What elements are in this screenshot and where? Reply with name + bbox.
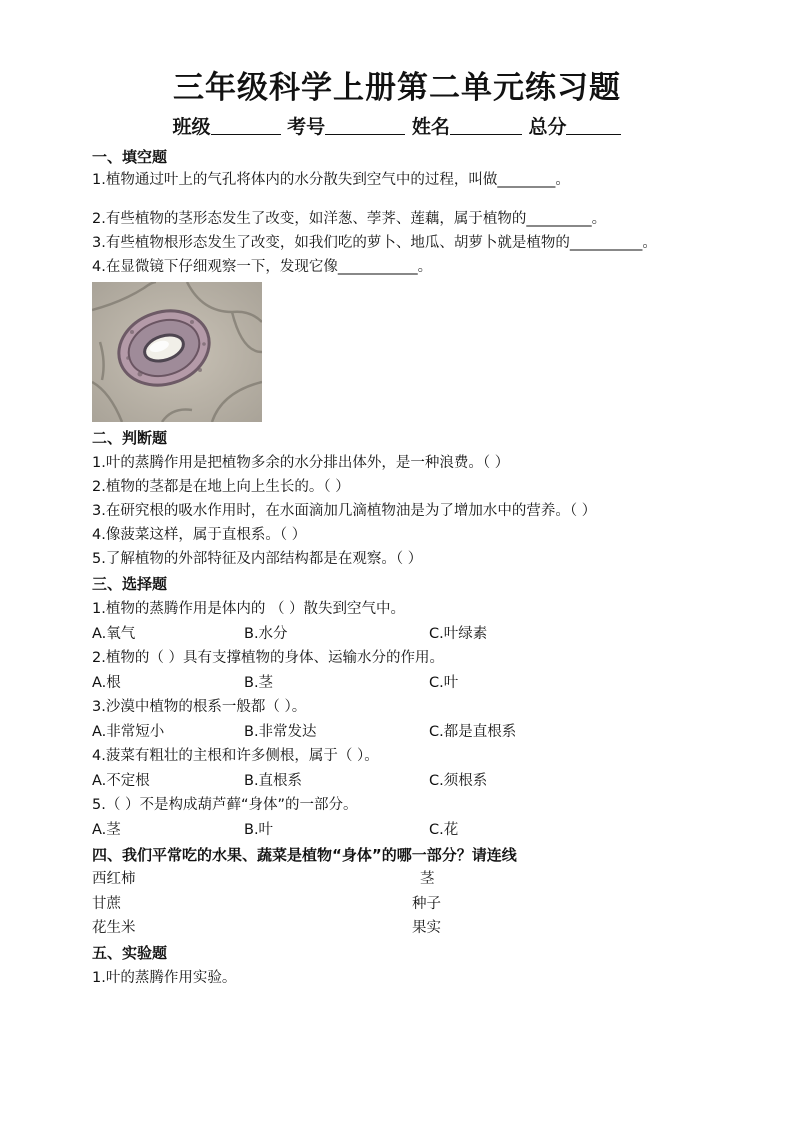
exam-no-blank[interactable] <box>325 116 405 135</box>
section-experiment-heading: 五、实验题 <box>92 944 168 962</box>
choice-1-option-a[interactable]: A.氧气 <box>92 626 136 642</box>
class-blank[interactable] <box>211 116 281 135</box>
choice-question-3: 3.沙漠中植物的根系一般都（ ）。 <box>92 699 307 715</box>
score-label: 总分 <box>528 116 567 138</box>
score-blank[interactable] <box>566 116 621 135</box>
class-label: 班级 <box>172 116 211 138</box>
choice-5-option-c[interactable]: C.花 <box>429 822 459 838</box>
page-title: 三年级科学上册第二单元练习题 <box>173 70 621 106</box>
choice-5-option-b[interactable]: B.叶 <box>244 822 274 838</box>
choice-4-option-a[interactable]: A.不定根 <box>92 773 150 789</box>
choice-4-option-c[interactable]: C.须根系 <box>429 773 488 789</box>
choice-3-option-c[interactable]: C.都是直根系 <box>429 724 517 740</box>
choice-2-option-c[interactable]: C.叶 <box>429 675 459 691</box>
match-left-item[interactable]: 西红柿 <box>92 871 136 887</box>
choice-question-5: 5.（ ）不是构成葫芦藓“身体”的一部分。 <box>92 797 358 813</box>
judge-question-5: 5.了解植物的外部特征及内部结构都是在观察。（ ） <box>92 551 423 567</box>
microscope-stoma-image <box>92 282 262 422</box>
fill-question-4: 4.在显微镜下仔细观察一下，发现它像___________。 <box>92 259 433 275</box>
choice-4-option-b[interactable]: B.直根系 <box>244 773 303 789</box>
fill-question-1: 1.植物通过叶上的气孔将体内的水分散失到空气中的过程，叫做________。 <box>92 172 570 188</box>
section-matching-heading: 四、我们平常吃的水果、蔬菜是植物“身体”的哪一部分？请连线 <box>92 846 517 864</box>
choice-2-option-b[interactable]: B.茎 <box>244 675 274 691</box>
judge-question-3: 3.在研究根的吸水作用时，在水面滴加几滴植物油是为了增加水中的营养。（ ） <box>92 503 597 519</box>
choice-1-option-b[interactable]: B.水分 <box>244 626 288 642</box>
match-right-item[interactable]: 种子 <box>412 896 441 912</box>
choice-question-2: 2.植物的（ ）具有支撑植物的身体、运输水分的作用。 <box>92 650 444 666</box>
experiment-question-1: 1.叶的蒸腾作用实验。 <box>92 970 237 986</box>
exam-no-label: 考号 <box>287 116 326 138</box>
name-blank[interactable] <box>450 116 522 135</box>
student-info-row <box>0 112 794 139</box>
fill-question-3: 3.有些植物根形态发生了改变，如我们吃的萝卜、地瓜、胡萝卜就是植物的__________。 <box>92 235 657 251</box>
match-left-item[interactable]: 花生米 <box>92 920 136 936</box>
judge-question-1: 1.叶的蒸腾作用是把植物多余的水分排出体外，是一种浪费。（ ） <box>92 455 510 471</box>
choice-2-option-a[interactable]: A.根 <box>92 675 121 691</box>
section-choice-heading: 三、选择题 <box>92 575 168 593</box>
judge-question-2: 2.植物的茎都是在地上向上生长的。（ ） <box>92 479 350 495</box>
match-right-item[interactable]: 果实 <box>412 920 441 936</box>
choice-1-option-c[interactable]: C.叶绿素 <box>429 626 488 642</box>
section-judgement-heading: 二、判断题 <box>92 429 168 447</box>
choice-question-1: 1.植物的蒸腾作用是体内的 （ ）散失到空气中。 <box>92 601 406 617</box>
fill-question-2: 2.有些植物的茎形态发生了改变，如洋葱、荸荠、莲藕，属于植物的_________。 <box>92 211 607 227</box>
judge-question-4: 4.像菠菜这样，属于直根系。（ ） <box>92 527 307 543</box>
choice-question-4: 4.菠菜有粗壮的主根和许多侧根，属于（ ）。 <box>92 748 379 764</box>
match-right-item[interactable]: 茎 <box>420 871 435 887</box>
choice-5-option-a[interactable]: A.茎 <box>92 822 121 838</box>
section-fill-in-heading: 一、填空题 <box>92 148 168 166</box>
choice-3-option-b[interactable]: B.非常发达 <box>244 724 317 740</box>
match-left-item[interactable]: 甘蔗 <box>92 896 121 912</box>
name-label: 姓名 <box>411 116 450 138</box>
choice-3-option-a[interactable]: A.非常短小 <box>92 724 165 740</box>
